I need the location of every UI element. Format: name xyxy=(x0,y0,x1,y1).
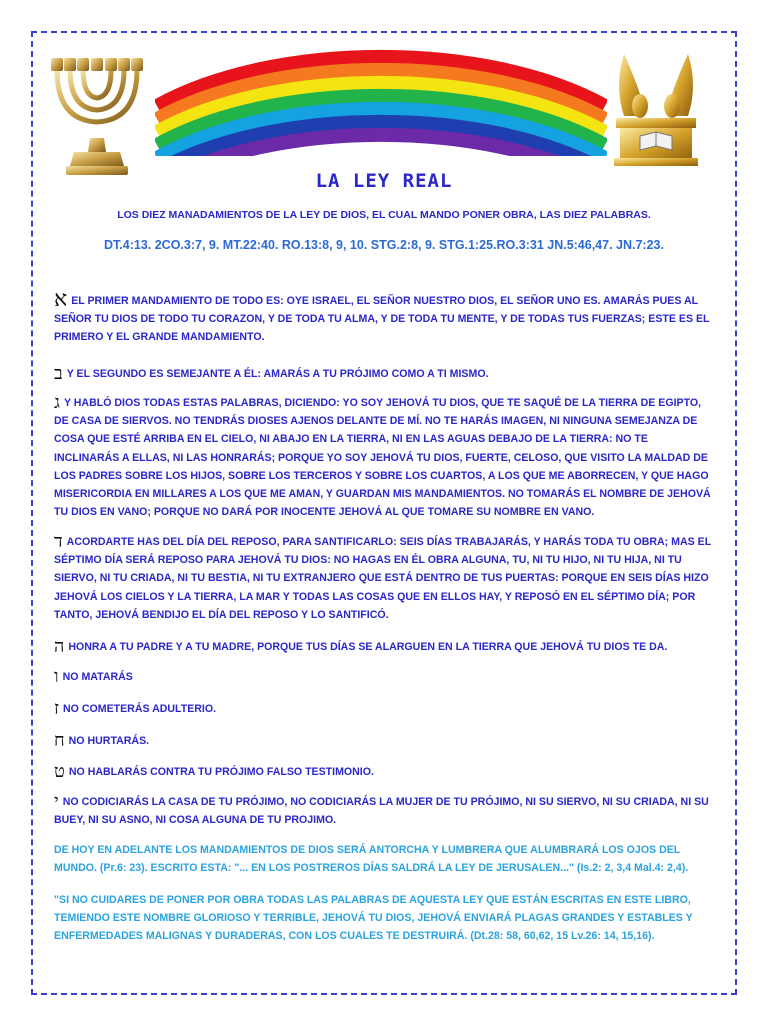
commandment-3 xyxy=(54,394,714,521)
hebrew-letter-vav: ו xyxy=(54,666,59,687)
page-subtitle: LOS DIEZ MANADAMIENTOS DE LA LEY DE DIOS, EL CUAL MANDO PONER OBRA, LAS DIEZ PALABRAS. xyxy=(117,209,651,221)
hebrew-letter-tet: ט xyxy=(54,761,65,782)
commandment-9 xyxy=(54,763,714,781)
commandment-5 xyxy=(54,638,714,656)
commandment-text: NO CODICIARÁS LA CASA DE TU PRÓJIMO, NO CODICIARÁS LA MUJER DE TU PRÓJIMO, NI SU SIERVO, NI SU CRIADA, NI SU BUEY, NI SU ASNO, NI COSA ALGUNA DE TU PROJIMO. xyxy=(54,796,709,827)
hebrew-letter-aleph: א xyxy=(54,287,68,312)
closing-paragraph-1: DE HOY EN ADELANTE LOS MANDAMIENTOS DE DIOS SERÁ ANTORCHA Y LUMBRERA QUE ALUMBRARÁ LOS OJOS DEL MUNDO. (Pr.6: 23). ESCRITO ESTA: "... EN LOS POSTREROS DÍAS SALDRÁ LA LEY DE JERUSALEN..." (Is.2: 2, 3,4 Mal.4: 2,4). xyxy=(54,844,689,875)
closing-paragraph-2: "SI NO CUIDARES DE PONER POR OBRA TODAS LAS PALABRAS DE AQUESTA LEY QUE ESTÁN ESCRITAS EN ESTE LIBRO, TEMIENDO ESTE NOMBRE GLORIOSO Y TERRIBLE, JEHOVÁ TU DIOS, JEHOVÁ ENVIARÁ PLAGAS GRANDES Y ESTABLES Y ENFERMEDADES MALIGNAS Y DURADERAS, CON LOS CUALES TE DESTRUIRÁ. (Dt.28: 58, 60,62, 15 Lv.26: 14, 15,16). xyxy=(54,894,693,943)
commandment-2 xyxy=(54,365,714,383)
hebrew-letter-het: ח xyxy=(54,730,65,751)
commandment-text: ACORDARTE HAS DEL DÍA DEL REPOSO, PARA SANTIFICARLO: SEIS DÍAS TRABAJARÁS, Y HARÁS TODA TU OBRA; MAS EL SÉPTIMO DÍA SERÁ REPOSO PARA JEHOVÁ TU DIOS: NO HAGAS EN ÉL OBRA ALGUNA, TU, NI TU HIJO, NI TU HIJA, NI TU SIERVO, NI TU CRIADA, NI TU BESTIA, NI TU EXTRANJERO QUE ESTÁ DENTRO DE TUS PUERTAS: PORQUE EN SEIS DÍAS HIZO JEHOVÁ LOS CIELOS Y LA TIERRA, LA MAR Y TODAS LAS COSAS QUE EN ELLOS HAY, Y REPOSÓ EN EL SÉPTIMO DÍA; POR TANTO, JEHOVÁ BENDIJO EL DÍA DEL REPOSO Y LO SANTIFICÓ. xyxy=(54,536,711,621)
commandment-4 xyxy=(54,533,714,624)
commandment-text: NO HURTARÁS. xyxy=(68,735,150,747)
commandment-1 xyxy=(54,287,714,347)
rainbow-image xyxy=(155,40,607,156)
hebrew-letter-gimel: ג xyxy=(54,392,60,413)
commandment-text: Y EL SEGUNDO ES SEMEJANTE A ÉL: AMARÁS A TU PRÓJIMO COMO A TI MISMO. xyxy=(66,368,489,380)
hebrew-letter-dalet: ד xyxy=(54,531,63,552)
hebrew-letter-bet: ב xyxy=(54,363,63,384)
scripture-references: DT.4:13. 2CO.3:7, 9. MT.22:40. RO.13:8, 9, 10. STG.2:8, 9. STG.1:25.RO.3:31 JN.5:46,47. JN.7:23. xyxy=(104,238,664,252)
commandment-text: NO COMETERÁS ADULTERIO. xyxy=(63,703,217,715)
commandment-6 xyxy=(54,668,714,686)
commandment-10 xyxy=(54,793,714,829)
page-title: LA LEY REAL xyxy=(315,170,453,192)
commandment-7 xyxy=(54,700,714,718)
commandment-text: HONRA A TU PADRE Y A TU MADRE, PORQUE TUS DÍAS SE ALARGUEN EN LA TIERRA QUE JEHOVÁ TU DIOS TE DA. xyxy=(68,641,668,653)
commandment-text: NO HABLARÁS CONTRA TU PRÓJIMO FALSO TESTIMONIO. xyxy=(68,766,374,778)
hebrew-letter-he: ה xyxy=(54,636,65,657)
ark-of-covenant-image xyxy=(610,46,702,176)
commandment-text: Y HABLÓ DIOS TODAS ESTAS PALABRAS, DICIENDO: YO SOY JEHOVÁ TU DIOS, QUE TE SAQUÉ DE LA TIERRA DE EGIPTO, DE CASA DE SIERVOS. NO TENDRÁS DIOSES AJENOS DELANTE DE MÍ. NO TE HARÁS IMAGEN, NI NINGUNA SEMEJANZA DE COSA QUE ESTÉ ARRIBA EN EL CIELO, NI ABAJO EN LA TIERRA, NI EN LAS AGUAS DEBAJO DE LA TIERRA: NO TE INCLINARÁS A ELLAS, NI LAS HONRARÁS; PORQUE YO SOY JEHOVÁ TU DIOS, FUERTE, CELOSO, QUE VISITO LA MALDAD DE LOS PADRES SOBRE LOS HIJOS, SOBRE LOS TERCEROS Y SOBRE LOS CUARTOS, A LOS QUE ME ABORRECEN, Y QUE HAGO MISERICORDIA EN MILLARES A LOS QUE ME AMAN, Y GUARDAN MIS MANDAMIENTOS. NO TOMARÁS EL NOMBRE DE JEHOVÁ TU DIOS EN VANO; PORQUE NO DARÁ POR INOCENTE JEHOVÁ AL QUE TOMARE SU NOMBRE EN VANO. xyxy=(54,397,711,519)
menorah-image xyxy=(40,40,154,180)
commandment-text: EL PRIMER MANDAMIENTO DE TODO ES: OYE ISRAEL, EL SEÑOR NUESTRO DIOS, EL SEÑOR UNO ES. AMARÁS PUES AL SEÑOR TU DIOS DE TODO TU CORAZON, Y DE TODA TU ALMA, Y DE TODA TU MENTE, Y DE TODAS TUS FUERZAS; ESTE ES EL PRIMERO Y EL GRANDE MANDAMIENTO. xyxy=(54,295,710,344)
commandment-8 xyxy=(54,732,714,750)
commandment-text: NO MATARÁS xyxy=(62,671,133,683)
hebrew-letter-zayin: ז xyxy=(54,698,60,719)
hebrew-letter-yod: י xyxy=(54,791,59,812)
